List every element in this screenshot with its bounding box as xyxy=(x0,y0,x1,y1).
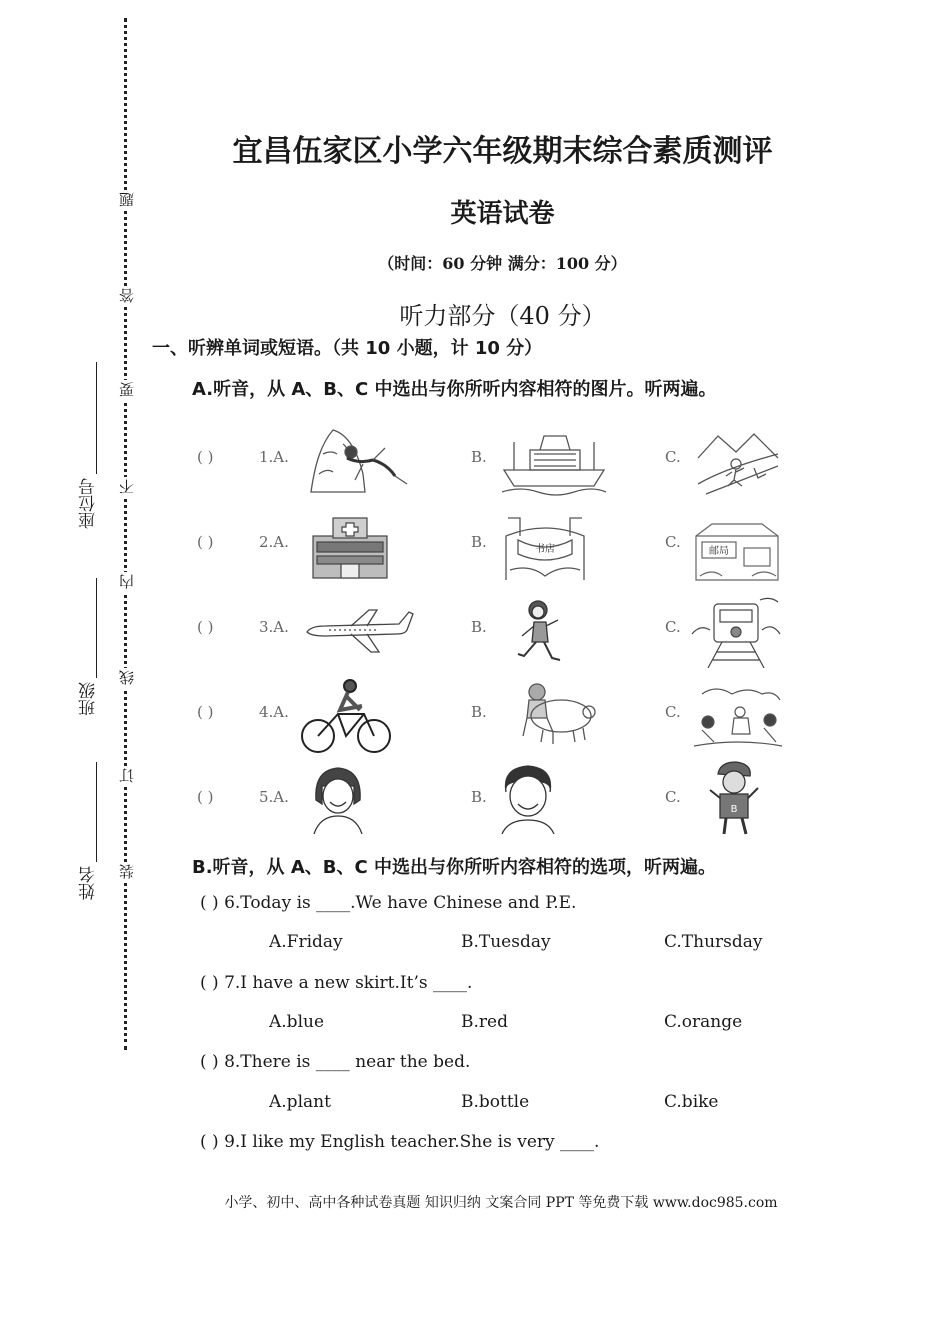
plane-picture xyxy=(305,606,415,656)
seal-char: 不 xyxy=(116,477,134,497)
option-label-c: C. xyxy=(665,448,681,466)
answer-blank: ( ) xyxy=(200,973,219,993)
seal-char: 内 xyxy=(116,572,134,592)
part-b-instruction: B.听音，从 A、B、C 中选出与你所听内容相符的选项，听两遍。 xyxy=(192,857,716,878)
bookstore-picture xyxy=(500,514,590,582)
question-text: 9.I like my English teacher.She is very ____. xyxy=(224,1132,600,1152)
item-number: 3.A. xyxy=(259,618,289,636)
question-text: 8.There is ____ near the bed. xyxy=(224,1052,471,1072)
class-label: 班级 xyxy=(79,682,99,716)
option-label-c: C. xyxy=(665,533,681,551)
girl-picture xyxy=(306,764,370,834)
answer-blank: ( ) xyxy=(197,618,214,636)
answer-blank: ( ) xyxy=(197,703,214,721)
part-a-instruction: A.听音，从 A、B、C 中选出与你所听内容相符的图片。听两遍。 xyxy=(192,379,717,400)
name-label: 姓名 xyxy=(79,866,99,900)
footer-text: 小学、初中、高中各种试卷真题 知识归纳 文案合同 PPT 等免费下载 www.doc985.com xyxy=(224,1195,778,1211)
question-text: 7.I have a new skirt.It’s ____. xyxy=(224,973,473,993)
question-row xyxy=(200,893,576,913)
seat-label: 座位号 xyxy=(79,478,99,529)
answer-blank: ( ) xyxy=(197,533,214,551)
item-number: 5.A. xyxy=(259,788,289,806)
boy-with-cap-picture xyxy=(706,760,762,838)
answer-blank: ( ) xyxy=(197,448,214,466)
answer-blank: ( ) xyxy=(200,1052,219,1072)
option-label-b: B. xyxy=(471,703,487,721)
option-label-c: C. xyxy=(665,618,681,636)
option-b: B.Tuesday xyxy=(461,932,551,952)
option-label-b: B. xyxy=(471,448,487,466)
option-b: B.red xyxy=(461,1012,508,1032)
curly-hair-boy-picture xyxy=(498,762,558,834)
option-label-b: B. xyxy=(471,788,487,806)
name-fill-line xyxy=(96,762,97,862)
question-row xyxy=(200,1132,599,1152)
part-heading: 听力部分（40 分） xyxy=(399,302,606,330)
option-label-b: B. xyxy=(471,533,487,551)
item-number: 1.A. xyxy=(259,448,289,466)
rock-climbing-picture xyxy=(303,424,415,494)
option-label-b: B. xyxy=(471,618,487,636)
running-boy-picture xyxy=(510,598,570,668)
seal-char: 答 xyxy=(116,286,134,306)
answer-blank: ( ) xyxy=(200,1132,219,1152)
hospital-picture xyxy=(311,516,389,580)
option-b: B.bottle xyxy=(461,1092,530,1112)
picnic-picture xyxy=(692,684,784,752)
train-picture xyxy=(690,594,782,668)
hiking-picture xyxy=(696,428,780,496)
class-fill-line xyxy=(96,578,97,678)
seal-char: 线 xyxy=(116,668,134,688)
option-c: C.orange xyxy=(664,1012,743,1032)
seat-fill-line xyxy=(96,362,97,474)
item-number: 2.A. xyxy=(259,533,289,551)
exam-meta: （时间：60 分钟 满分：100 分） xyxy=(378,254,627,273)
option-a: A.plant xyxy=(269,1092,331,1112)
ship-picture xyxy=(500,428,608,496)
question-row xyxy=(200,973,472,993)
answer-blank: ( ) xyxy=(200,893,219,913)
post-office-sign: 邮局 xyxy=(709,546,729,557)
binding-dotted-line xyxy=(124,18,127,1050)
option-label-c: C. xyxy=(665,788,681,806)
option-c: C.bike xyxy=(664,1092,719,1112)
item-number: 4.A. xyxy=(259,703,289,721)
shirt-letter: B xyxy=(730,804,738,815)
bookstore-sign: 书店 xyxy=(535,544,555,555)
option-a: A.Friday xyxy=(269,932,343,952)
seal-char: 装 xyxy=(116,862,134,882)
question-row xyxy=(200,1052,470,1072)
option-label-c: C. xyxy=(665,703,681,721)
seal-char: 题 xyxy=(116,190,134,210)
cyclist-picture xyxy=(300,676,394,756)
option-a: A.blue xyxy=(269,1012,325,1032)
page-title: 宜昌伍家区小学六年级期末综合素质测评 xyxy=(232,134,773,169)
seal-char: 订 xyxy=(116,766,134,786)
question-text: 6.Today is ____.We have Chinese and P.E. xyxy=(224,893,577,913)
section-heading: 一、听辨单词或短语。（共 10 小题，计 10 分） xyxy=(152,338,543,359)
seal-char: 要 xyxy=(116,380,134,400)
answer-blank: ( ) xyxy=(197,788,214,806)
post-office-picture xyxy=(692,518,782,582)
boy-with-pig-picture xyxy=(497,678,599,746)
option-c: C.Thursday xyxy=(664,932,763,952)
page-subtitle: 英语试卷 xyxy=(450,199,555,229)
